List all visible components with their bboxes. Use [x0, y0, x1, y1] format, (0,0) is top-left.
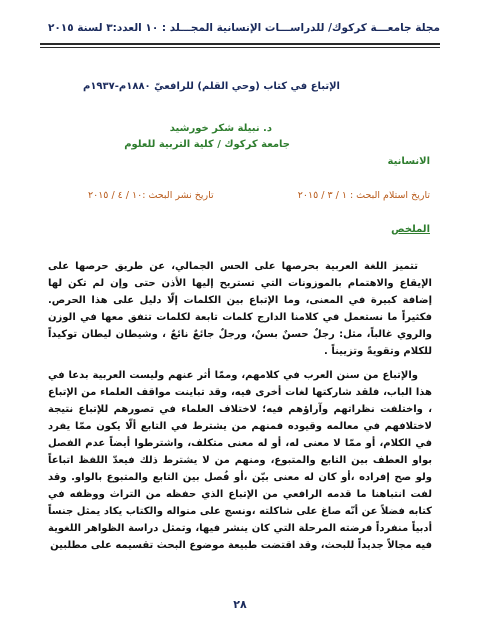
abstract-paragraph-2: والإتباع من سنن العرب في كلامهم، وممّا أثر عنهم وليست العربية بدعا في هذا الباب، فلقد شاركتها لغات أخرى فيه، وقد تباينت مواقف العلماء من الإتباع ، واختلفت نظراتهم وآراؤهم فيه؛ لاختلاف العلماء في تصورهم للإتباع نتيجة لاختلافهم في معالمه وقيوده فمنهم من يشترط في التابع ألّا يكون ممّا يفرد في الكلام، أو ممّا لا معنى له، أو له معنى متكلف، واشترطوا أيضاً عدم الفصل بواو العطف بين التابع والمتبوع، ومنهم من لا يشترط ذلك فيعدّ اللفظ اتباعاً ولو صح إفراده ،أو كان له معنى بيّن ،أو فُصل بين التابع والمتبوع بالواو. وقد لفت انتباهنا ما قدمه الرافعي من الإتباع الذي حفظه من التراث ووظفه في كتابه فضلاً عن أنّه صاغ على شاكلته ،ونسج على منواله والكتاب يكاد يمثل جنساً أدبياً منفرداً فرضته المرحلة التي كان ينشر فيها، وتمثل دراسة الظواهر اللغوية فيه مجالاً جديداً للبحث، وقد اقتضت طبيعة موضوع البحث تقسيمه على مطلبين: [48, 370, 432, 551]
author-name: د. نبيلة شكر خورشيد: [169, 123, 272, 134]
abstract-body: [48, 258, 432, 561]
author-affiliation: جامعة كركوك / كلية التربية للعلوم: [124, 139, 290, 150]
article-title: الإتباع في كتاب (وحي القلم) للرافعيّ ١٨٨٠م-١٩٣٧م: [82, 81, 340, 92]
abstract-paragraph-1: تتميز اللغة العربية بحرصها على الحس الجمالي، عن طريق حرصها على الإيقاع والاهتمام بالموزونات التي تستريح إليها الأذن حتى وإن لم تكن لها إضافة كبيرة في المعنى، وما الإتباع بين الكلمات إلّا دليل على هذا الحرص. فكثيراً ما نستعمل في كلامنا الدارج كلمات تابعة لكلمات تتفق معها في الوزن والروي غالباً، مثل: رجلٌ حسنٌ بسنٌ، ورجلٌ جائعٌ نائعٌ ، وشيطان ليطان توكيداً للكلام وتقويةً وتزييناً .: [48, 261, 432, 357]
header-rule: [40, 43, 440, 45]
author-department: الانسانية: [387, 156, 430, 167]
header-rule-thin: [40, 47, 440, 48]
journal-header: مجلة جامعـــة كركوك/ للدراســـات الإنسانية المجـــلد : ١٠ العدد:٣ لسنة ٢٠١٥: [47, 22, 440, 34]
page-number: ٢٨: [233, 598, 247, 611]
date-published: تاريخ نشر البحث :١٠ / ٤ / ٢٠١٥: [88, 190, 214, 201]
date-received: تاريخ استلام البحث : ١ / ٣ / ٢٠١٥: [297, 190, 430, 201]
abstract-heading: الملخص: [391, 224, 430, 235]
